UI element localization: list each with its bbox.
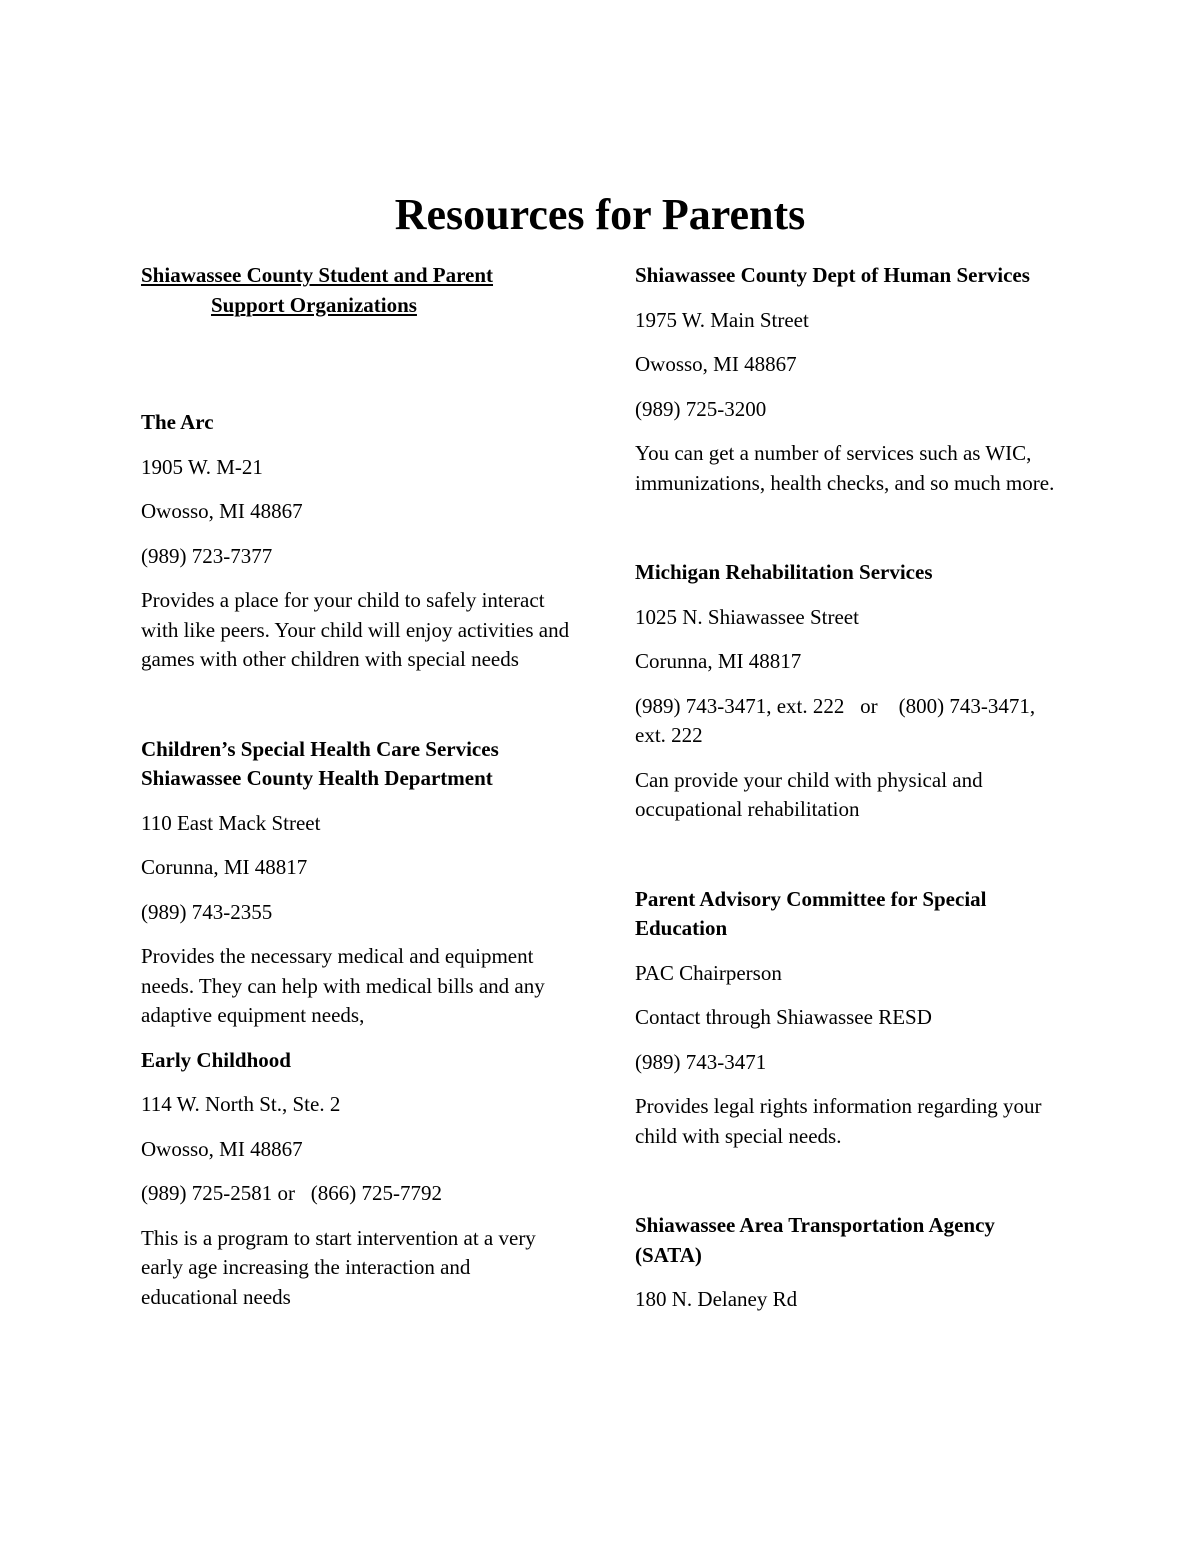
resource-entry-mrs — [635, 558, 1065, 825]
left-column — [141, 261, 571, 1312]
resource-phone: (989) 725-3200 — [635, 396, 767, 421]
resource-address2: Owosso, MI 48867 — [141, 499, 303, 523]
resource-entry-cshcs — [141, 735, 571, 1031]
resource-entry-early-childhood — [141, 1046, 571, 1313]
resource-phone: (989) 723-7377 — [141, 543, 273, 568]
resource-name: Shiawassee County Dept of Human Services — [635, 263, 1030, 287]
resource-name-line1: Children’s Special Health Care Services — [141, 736, 499, 761]
resource-contact-line2: Contact through Shiawassee RESD — [635, 1005, 932, 1029]
resource-phone: (989) 743-3471, ext. 222 or (800) 743-3471, ext. 222 — [635, 693, 1041, 747]
resource-contact-line1: PAC Chairperson — [635, 960, 782, 985]
resource-description: Provides a place for your child to safely interact with like peers. Your child will enjoy activities and games with other children with special needs — [141, 588, 570, 671]
section-heading-line1: Shiawassee County Student and Parent — [141, 263, 494, 287]
resource-phone: (989) 725-2581 or (866) 725-7792 — [141, 1181, 442, 1205]
resource-name: Michigan Rehabilitation Services — [635, 560, 933, 584]
resource-name: The Arc — [141, 410, 214, 434]
resource-entry-sata — [635, 1211, 1065, 1315]
resource-name-line2: Shiawassee County Health Department — [141, 766, 493, 790]
resource-address2: Corunna, MI 48817 — [635, 649, 802, 673]
resource-name: Shiawassee Area Transportation Agency (SATA) — [635, 1213, 995, 1267]
section-heading-line2: Support Organizations — [211, 292, 417, 317]
resource-entry-dhs — [635, 261, 1065, 498]
resource-entry-pac — [635, 885, 1065, 1152]
resource-phone: (989) 743-2355 — [141, 899, 273, 924]
resource-description: Provides legal rights information regarding your child with special needs. — [635, 1094, 1042, 1148]
resource-entry-the-arc — [141, 408, 571, 675]
resource-description: You can get a number of services such as WIC, immunizations, health checks, and so much more. — [635, 441, 1055, 495]
resource-address1: 110 East Mack Street — [141, 810, 321, 835]
resource-description: This is a program to start intervention at a very early age increasing the interaction and educational needs — [141, 1225, 536, 1309]
resource-address1: 180 N. Delaney Rd — [635, 1287, 798, 1311]
resource-description: Provides the necessary medical and equipment needs. They can help with medical bills and any adaptive equipment needs, — [141, 944, 545, 1027]
resource-name: Parent Advisory Committee for Special Education — [635, 886, 987, 940]
resource-address1: 114 W. North St., Ste. 2 — [141, 1092, 341, 1116]
resource-address1: 1975 W. Main Street — [635, 307, 809, 332]
resource-phone: (989) 743-3471 — [635, 1049, 767, 1074]
resource-address2: Corunna, MI 48817 — [141, 855, 308, 879]
resource-name: Early Childhood — [141, 1047, 291, 1072]
resource-address2: Owosso, MI 48867 — [141, 1136, 303, 1161]
right-column — [635, 261, 1065, 1315]
section-heading — [141, 261, 571, 320]
resource-address1: 1905 W. M-21 — [141, 454, 263, 479]
resource-address2: Owosso, MI 48867 — [635, 352, 797, 376]
page-title: Resources for Parents — [394, 190, 806, 239]
resource-description: Can provide your child with physical and occupational rehabilitation — [635, 767, 983, 821]
resource-address1: 1025 N. Shiawassee Street — [635, 604, 859, 629]
